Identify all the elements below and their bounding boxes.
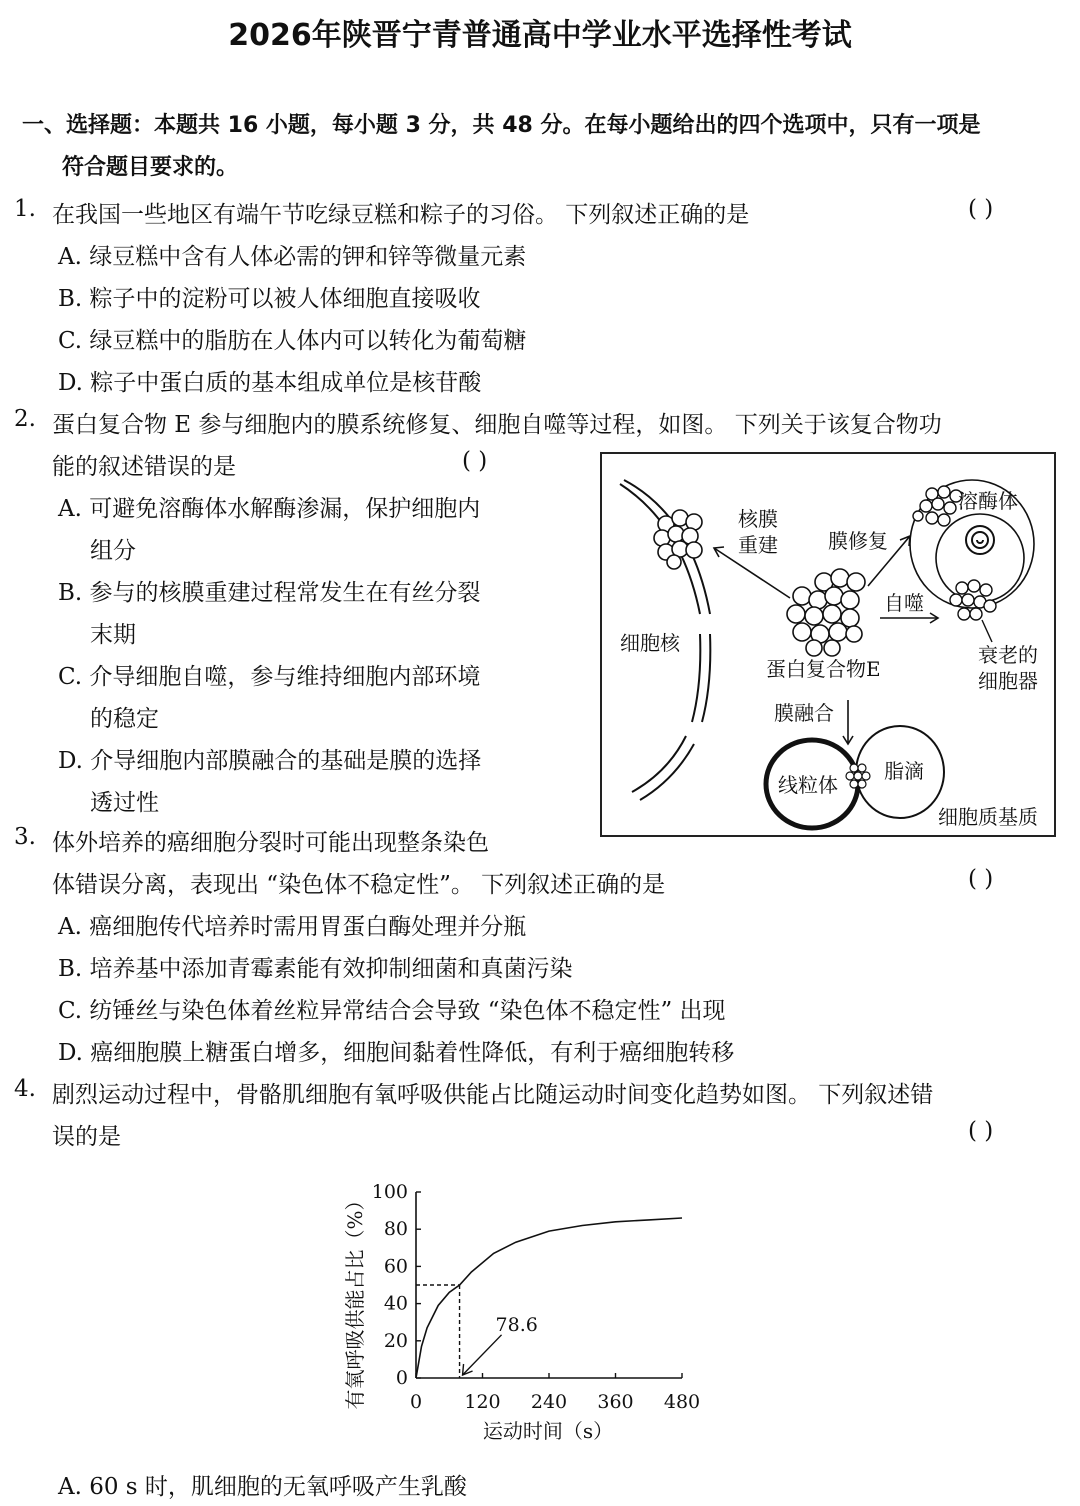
q3-stem-line2: 体错误分离，表现出 “染色体不稳定性”。 下列叙述正确的是 — [52, 872, 666, 898]
q4-option-a: A. 60 s 时，肌细胞的无氧呼吸产生乳酸 — [58, 1474, 467, 1500]
y-tick-label: 20 — [383, 1329, 408, 1352]
q2-option-d-cont: 透过性 — [90, 790, 159, 816]
q3-option-d: D. 癌细胞膜上糖蛋白增多，细胞间黏着性降低，有利于癌细胞转移 — [58, 1040, 735, 1066]
q4-stem-line2: 误的是 — [52, 1124, 121, 1150]
chart-y-axis-label: 有氧呼吸供能占比（%） — [343, 1190, 367, 1410]
label-lysosome: 溶酶体 — [958, 489, 1018, 513]
q3-option-a: A. 癌细胞传代培养时需用胃蛋白酶处理并分瓶 — [58, 914, 527, 940]
y-tick-label: 0 — [395, 1367, 408, 1389]
y-tick-label: 80 — [383, 1218, 408, 1241]
label-autophagy: 自噬 — [884, 591, 924, 615]
complex-cluster-fusion — [846, 764, 870, 788]
chart-lines — [416, 1218, 682, 1378]
q2-number: 2. — [14, 406, 36, 432]
exam-title: 2026年陕晋宁青普通高中学业水平选择性考试 — [228, 18, 852, 53]
protein-complex-e — [787, 569, 865, 656]
q4-answer-blank: ( ) — [968, 1118, 994, 1144]
label-nuclear-rebuild-1: 核膜 — [738, 507, 778, 531]
x-tick-label: 0 — [409, 1391, 423, 1413]
section-instructions: 一、选择题：本题共 16 小题，每小题 3 分，共 48 分。在每小题给出的四个选项中，只有一项是 — [22, 113, 981, 138]
label-mitochondria: 线粒体 — [778, 773, 838, 797]
q3-option-b: B. 培养基中添加青霉素能有效抑制细菌和真菌污染 — [58, 956, 573, 982]
annotation-arrow — [463, 1335, 502, 1375]
q2-option-b: B. 参与的核膜重建过程常发生在有丝分裂 — [58, 580, 481, 606]
x-tick-label: 120 — [464, 1391, 501, 1413]
complex-cluster-autophagy — [950, 580, 996, 620]
q2-option-a: A. 可避免溶酶体水解酶渗漏，保护细胞内 — [58, 496, 481, 522]
q1-option-a: A. 绿豆糕中含有人体必需的钾和锌等微量元素 — [58, 244, 527, 270]
label-complex-e: 蛋白复合物E — [766, 657, 881, 681]
x-tick-label: 480 — [663, 1391, 701, 1413]
x-tick-label: 240 — [530, 1391, 568, 1413]
y-tick-label: 40 — [383, 1292, 408, 1315]
q2-stem-line2: 能的叙述错误的是 — [52, 454, 236, 480]
q3-answer-blank: ( ) — [968, 866, 994, 892]
label-membrane-repair: 膜修复 — [828, 529, 888, 553]
q1-answer-blank: ( ) — [968, 196, 994, 222]
label-nucleus: 细胞核 — [620, 631, 680, 655]
series-line — [416, 1218, 682, 1378]
q4-chart — [330, 1170, 730, 1460]
section-instructions-cont: 符合题目要求的。 — [62, 155, 239, 180]
q2-option-a-cont: 组分 — [90, 538, 136, 564]
q2-option-d: D. 介导细胞内部膜融合的基础是膜的选择 — [58, 748, 482, 774]
label-aged-1: 衰老的 — [978, 643, 1038, 667]
q3-stem-line1: 体外培养的癌细胞分裂时可能出现整条染色 — [52, 830, 489, 856]
q3-option-c: C. 纺锤丝与染色体着丝粒异常结合会导致 “染色体不稳定性” 出现 — [58, 998, 726, 1024]
y-tick-label: 60 — [383, 1255, 408, 1278]
q1-number: 1. — [14, 196, 36, 222]
label-aged-2: 细胞器 — [978, 669, 1038, 693]
label-lipid-droplet: 脂滴 — [884, 759, 924, 783]
x-tick-label: 360 — [597, 1391, 634, 1413]
q4-number: 4. — [14, 1076, 36, 1102]
q2-figure — [600, 452, 1056, 837]
q4-stem-line1: 剧烈运动过程中，骨骼肌细胞有氧呼吸供能占比随运动时间变化趋势如图。 下列叙述错 — [52, 1082, 934, 1108]
q2-option-c-cont: 的稳定 — [90, 706, 159, 732]
label-cytoplasm: 细胞质基质 — [938, 805, 1038, 829]
q2-option-b-cont: 末期 — [90, 622, 136, 648]
q3-number: 3. — [14, 824, 36, 850]
q1-stem: 在我国一些地区有端午节吃绿豆糕和粽子的习俗。 下列叙述正确的是 — [52, 202, 750, 228]
q2-stem-line1: 蛋白复合物 E 参与细胞内的膜系统修复、细胞自噬等过程，如图。 下列关于该复合物功 — [52, 412, 942, 438]
annotation-label: 78.6 — [495, 1313, 538, 1336]
label-nuclear-rebuild-2: 重建 — [738, 533, 778, 557]
y-tick-label: 100 — [371, 1181, 408, 1203]
q1-option-d: D. 粽子中蛋白质的基本组成单位是核苷酸 — [58, 370, 482, 396]
label-membrane-fusion: 膜融合 — [774, 701, 834, 725]
chart-x-axis-label: 运动时间（s） — [482, 1419, 614, 1443]
q2-answer-blank: ( ) — [462, 448, 488, 474]
q2-option-c: C. 介导细胞自噬，参与维持细胞内部环境 — [58, 664, 481, 690]
q1-option-b: B. 粽子中的淀粉可以被人体细胞直接吸收 — [58, 286, 481, 312]
q1-option-c: C. 绿豆糕中的脂肪在人体内可以转化为葡萄糖 — [58, 328, 527, 354]
complex-cluster-lysosome — [913, 486, 962, 526]
